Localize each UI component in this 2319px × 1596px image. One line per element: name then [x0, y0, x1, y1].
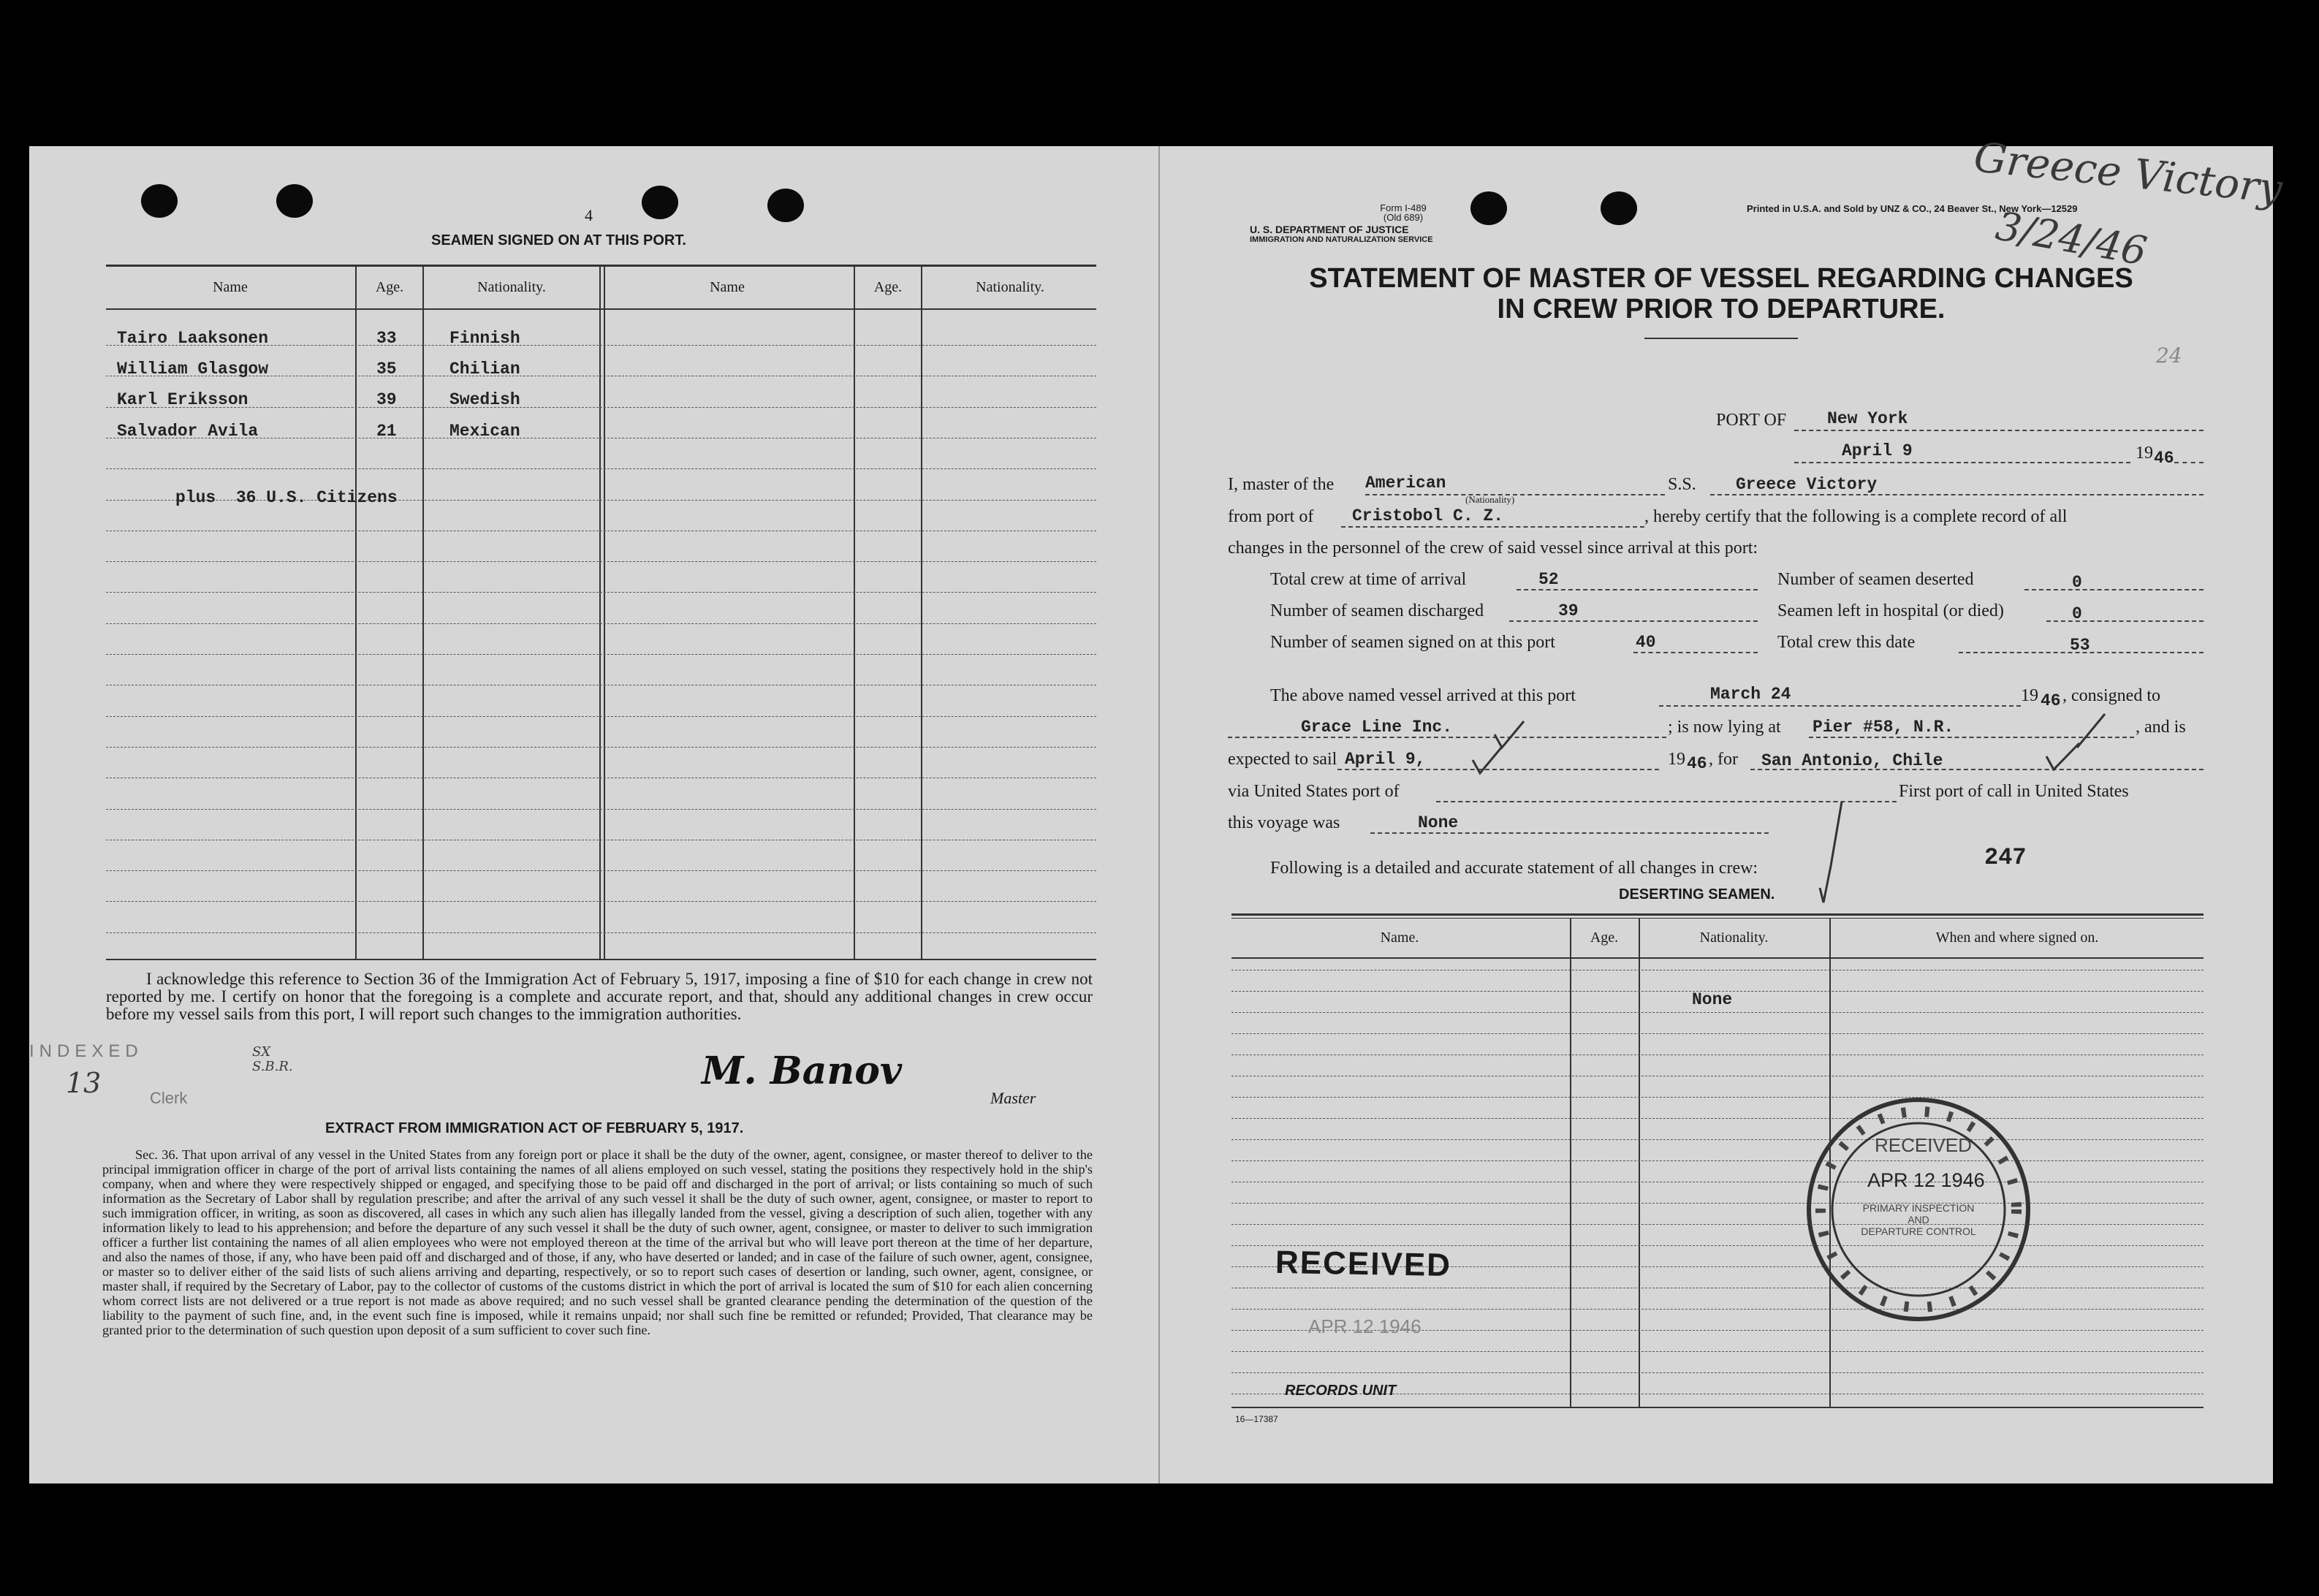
table-divider [921, 265, 922, 959]
clerk-initials: SX S.B.R. [252, 1044, 293, 1074]
ruled-line [106, 654, 1096, 655]
ruled-line [106, 870, 1096, 871]
crew-name: Salvador Avila [117, 422, 259, 441]
ruled-line [106, 592, 1096, 593]
changes-text: changes in the personnel of the crew of said vessel since arrival at this port: [1228, 539, 1758, 558]
handwritten-corner-number: 24 [2156, 343, 2182, 368]
expected-year: 46 [1687, 754, 1707, 773]
round-stamp-text [1842, 1202, 1995, 1237]
ruled-line [1231, 1054, 2204, 1055]
round-stamp-line3: DEPARTURE CONTROL [1861, 1226, 1976, 1237]
expected-label: expected to sail [1228, 750, 1337, 769]
from-port-value: Cristobol C. Z. [1352, 506, 1504, 525]
deserting-none: None [1692, 990, 1733, 1009]
for-value: San Antonio, Chile [1761, 751, 1943, 770]
round-stamp-date: APR 12 1946 [1867, 1169, 1985, 1191]
voyage-line [1370, 832, 1769, 834]
round-stamp-received: RECEIVED [1875, 1134, 1972, 1156]
ruled-line [1231, 1203, 2204, 1204]
desert-col-nationality: Nationality. [1699, 930, 1769, 946]
check-mark-icon [1469, 745, 1506, 778]
ruled-line [1231, 1012, 2204, 1013]
col-header-nationality: Nationality. [477, 279, 546, 295]
total-crew-arrival-value: 52 [1538, 570, 1559, 589]
ruled-line [1231, 1372, 2204, 1373]
ruled-line [106, 747, 1096, 748]
ruled-line [106, 716, 1096, 717]
crew-age: 35 [376, 360, 397, 379]
form-title-line1: STATEMENT OF MASTER OF VESSEL REGARDING CHANGES [1309, 263, 2133, 294]
col-header-name: Name [213, 279, 248, 295]
table-divider [854, 265, 855, 959]
signed-on-value: 40 [1636, 633, 1656, 652]
ruled-line [106, 407, 1096, 408]
crew-nationality: Chilian [449, 360, 520, 379]
via-label: via United States port of [1228, 782, 1400, 801]
col-header-nationality-2: Nationality. [976, 279, 1044, 295]
date-line [1794, 462, 2130, 463]
deserting-top-rule [1231, 913, 2204, 916]
total-crew-arrival-line [1517, 589, 1758, 590]
ruled-line [1231, 1033, 2204, 1034]
pen-stroke-icon [1816, 800, 1845, 910]
port-label: PORT OF [1716, 411, 1787, 430]
file-number: 247 [1984, 844, 2027, 871]
ruled-line [106, 932, 1096, 933]
master-label: Master [990, 1089, 1036, 1107]
nationality-value: American [1365, 474, 1446, 493]
hospital-line [2046, 620, 2204, 622]
lying-label: ; is now lying at [1668, 718, 1781, 737]
expected-value: April 9, [1345, 750, 1426, 769]
crew-age: 39 [376, 390, 397, 409]
ruled-line [106, 468, 1096, 469]
arrived-label: The above named vessel arrived at this port [1270, 686, 1576, 705]
crew-age: 21 [376, 422, 397, 441]
col-header-name-2: Name [710, 279, 745, 295]
indexed-stamp: INDEXED [29, 1041, 143, 1061]
round-inspection-stamp [1798, 1089, 2039, 1330]
voyage-value: None [1418, 813, 1459, 832]
desert-col-name: Name. [1380, 930, 1419, 946]
voyage-label: this voyage was [1228, 813, 1340, 832]
vessel-line [1710, 494, 2204, 495]
ruled-line [1231, 1309, 2204, 1310]
hospital-label: Seamen left in hospital (or died) [1777, 601, 2004, 620]
lying-value: Pier #58, N.R. [1813, 718, 1954, 737]
received-stamp-date: APR 12 1946 [1308, 1315, 1422, 1337]
form-title [1228, 263, 2214, 324]
port-line [1794, 430, 2204, 431]
form-number: Form I-489 [1380, 202, 1427, 213]
discharged-value: 39 [1558, 601, 1579, 620]
extract-title: EXTRACT FROM IMMIGRATION ACT OF FEBRUARY 5, 1917. [325, 1120, 744, 1136]
punch-hole [1601, 191, 1637, 225]
from-port-line [1341, 526, 1644, 528]
desert-col-when-where: When and where signed on. [1935, 930, 2099, 946]
nationality-line [1365, 494, 1665, 495]
deserted-value: 0 [2072, 573, 2082, 592]
ss-label: S.S. [1668, 475, 1696, 494]
discharged-label: Number of seamen discharged [1270, 601, 1484, 620]
for-label: , for [1709, 750, 1738, 769]
year-line [2174, 462, 2204, 463]
from-port-label: from port of [1228, 507, 1314, 526]
discharged-line [1509, 620, 1758, 622]
form-title-line2: IN CREW PRIOR TO DEPARTURE. [1497, 294, 1946, 324]
arrived-year: 46 [2041, 691, 2061, 710]
deserting-bottom-rule [1231, 1407, 2204, 1408]
consignee-value: Grace Line Inc. [1301, 718, 1453, 737]
col-header-age-2: Age. [873, 279, 903, 295]
clerk-mark: 13 [66, 1067, 102, 1099]
table-header-rule [106, 308, 1096, 310]
deserting-header-rule [1231, 957, 2204, 959]
crew-name: Karl Eriksson [117, 390, 248, 409]
hospital-value: 0 [2072, 604, 2082, 623]
desert-col-age: Age. [1590, 930, 1619, 946]
punch-hole [642, 186, 678, 219]
crew-age: 33 [376, 329, 397, 348]
deserted-label: Number of seamen deserted [1777, 570, 1974, 589]
page-fold [1158, 146, 1160, 1483]
round-stamp-line2: AND [1908, 1214, 1929, 1226]
ruled-line [1231, 1160, 2204, 1161]
table-divider [599, 265, 601, 959]
consigned-label: , consigned to [2062, 686, 2160, 705]
punch-hole [141, 184, 178, 218]
department-label: U. S. DEPARTMENT OF JUSTICE [1250, 224, 1409, 235]
handwritten-vessel-name: Greece Victory [1971, 134, 2285, 213]
ruled-line [106, 809, 1096, 810]
master-signature: M. Banov [702, 1049, 903, 1093]
punch-hole [276, 184, 313, 218]
deserting-top-rule-2 [1231, 918, 2204, 919]
signed-on-label: Number of seamen signed on at this port [1270, 633, 1555, 652]
page-number: 4 [585, 206, 593, 224]
printed-by: Printed in U.S.A. and Sold by UNZ & CO., 24 Beaver St., New York—12529 [1747, 203, 2078, 214]
crew-name: Tairo Laaksonen [117, 329, 269, 348]
plus-citizens-note: plus 36 U.S. Citizens [175, 488, 398, 507]
ruled-line [1231, 1118, 2204, 1119]
records-unit-stamp: RECORDS UNIT [1285, 1383, 1397, 1399]
deserted-line [2024, 589, 2204, 590]
consignee-line [1228, 737, 1666, 738]
title-underline [1644, 338, 1798, 339]
arrived-year-prefix: 19 [2021, 686, 2038, 705]
form-header [1330, 203, 1476, 222]
ruled-line [106, 901, 1096, 902]
total-crew-date-value: 53 [2070, 636, 2090, 655]
form-code: 16—17387 [1235, 1414, 1278, 1424]
date-value: April 9 [1842, 441, 1913, 460]
clerk-label: Clerk [150, 1089, 188, 1107]
punch-hole [767, 189, 804, 222]
extract-text: Sec. 36. That upon arrival of any vessel in the United States from any foreign port or place it shall be the duty of the owner, agent, consignee, or master thereof to deliver to the principal immigration officer in charge of the port of arrival lists containing the names of all aliens employed on such vessel, stating the positions they respectively hold in the ship's company, when and where they were respectively shipped or engaged, and specifying those to be paid off and discharged in the port of arrival; or lists containing so much of such information as the Secretary of Labor shall by regulation prescribe; and after the arrival of any such vessel it shall be the duty of such owner, agent, consignee, or master to report to such immigration officer, in writing, as soon as discovered, all cases in which any such alien has illegally landed from the vessel, giving a description of such alien, together with any information likely to lead to his apprehension; and before the departure of any such vessel it shall be the duty of such owner, agent, consignee, or master to deliver to such immigration officer a further list containing the names of all alien employees who were not employed thereon at the time of the arrival but who will leave port thereon at the time of her departure, and also the names of those, if any, who have been paid off and discharged and of those, if any, who have deserted or landed; and in case of the failure of such owner, agent, consignee, or master so to deliver either of the said lists of such aliens arriving and departing, respectively, or so to report such cases of desertion or landing, such owner, agent, consignee, or master shall, if required by the Secretary of Labor, pay to the collector of customs of the customs district in which the port of arrival is located the sum of $10 for each alien concerning whom correct lists are not delivered or a true report is not made as above required; and no such vessel shall be granted clearance pending the determination of the question of the liability to the payment of such fine, and, in the event such fine is imposed, while it remains unpaid; nor shall such fine be remitted or refunded; Provided, That clearance may be granted prior to the determination of such question upon deposit of a sum sufficient to cover such fine. [102, 1147, 1093, 1337]
table-divider [422, 265, 424, 959]
table-top-rule [106, 265, 1096, 267]
form-old-number: (Old 689) [1383, 212, 1424, 223]
vessel-value: Greece Victory [1736, 475, 1878, 494]
check-mark-icon [2076, 712, 2109, 749]
total-crew-arrival-label: Total crew at time of arrival [1270, 570, 1467, 589]
table-bottom-rule [106, 959, 1096, 960]
col-header-age: Age. [375, 279, 404, 295]
deserting-title: DESERTING SEAMEN. [1619, 886, 1775, 902]
ruled-line [106, 561, 1096, 562]
ruled-line [1231, 1351, 2204, 1352]
received-stamp: RECEIVED [1275, 1244, 1452, 1284]
ruled-line [1231, 1224, 2204, 1225]
table-divider [355, 265, 357, 959]
crew-name: William Glasgow [117, 360, 269, 379]
service-label: IMMIGRATION AND NATURALIZATION SERVICE [1250, 235, 1433, 244]
following-text: Following is a detailed and accurate statement of all changes in crew: [1270, 859, 1758, 878]
acknowledgement-text: I acknowledge this reference to Section 36 of the Immigration Act of February 5, 1917, imposing a fine of $10 for each change in crew not reported by me. I certify on honor that the foregoing is a complete and accurate report, and that, should any additional changes in crew occur before my vessel sails from this port, I will report such changes to the immigration authorities. [106, 970, 1093, 1023]
and-is-label: , and is [2136, 718, 2186, 737]
crew-nationality: Finnish [449, 329, 520, 348]
expected-year-prefix: 19 [1668, 750, 1685, 769]
table-divider [604, 265, 605, 959]
certify-text: , hereby certify that the following is a complete record of all [1644, 507, 2068, 526]
arrived-value: March 24 [1710, 685, 1791, 704]
year-value: 46 [2154, 449, 2174, 468]
nationality-caption: (Nationality) [1465, 494, 1515, 505]
section-title: SEAMEN SIGNED ON AT THIS PORT. [431, 232, 686, 248]
crew-nationality: Swedish [449, 390, 520, 409]
master-of-label: I, master of the [1228, 475, 1335, 494]
crew-nationality: Mexican [449, 422, 520, 441]
first-port-label: First port of call in United States [1899, 782, 2129, 801]
arrived-line [1659, 705, 2021, 707]
ruled-line [1231, 1097, 2204, 1098]
signed-on-line [1633, 652, 1758, 653]
port-value: New York [1827, 409, 1908, 428]
total-crew-date-label: Total crew this date [1777, 633, 1916, 652]
year-prefix: 19 [2136, 444, 2153, 463]
ruled-line [1231, 1139, 2204, 1140]
handwritten-date: 3/24/46 [1992, 202, 2151, 275]
round-stamp-line1: PRIMARY INSPECTION [1862, 1202, 1975, 1214]
ruled-line [106, 623, 1096, 624]
